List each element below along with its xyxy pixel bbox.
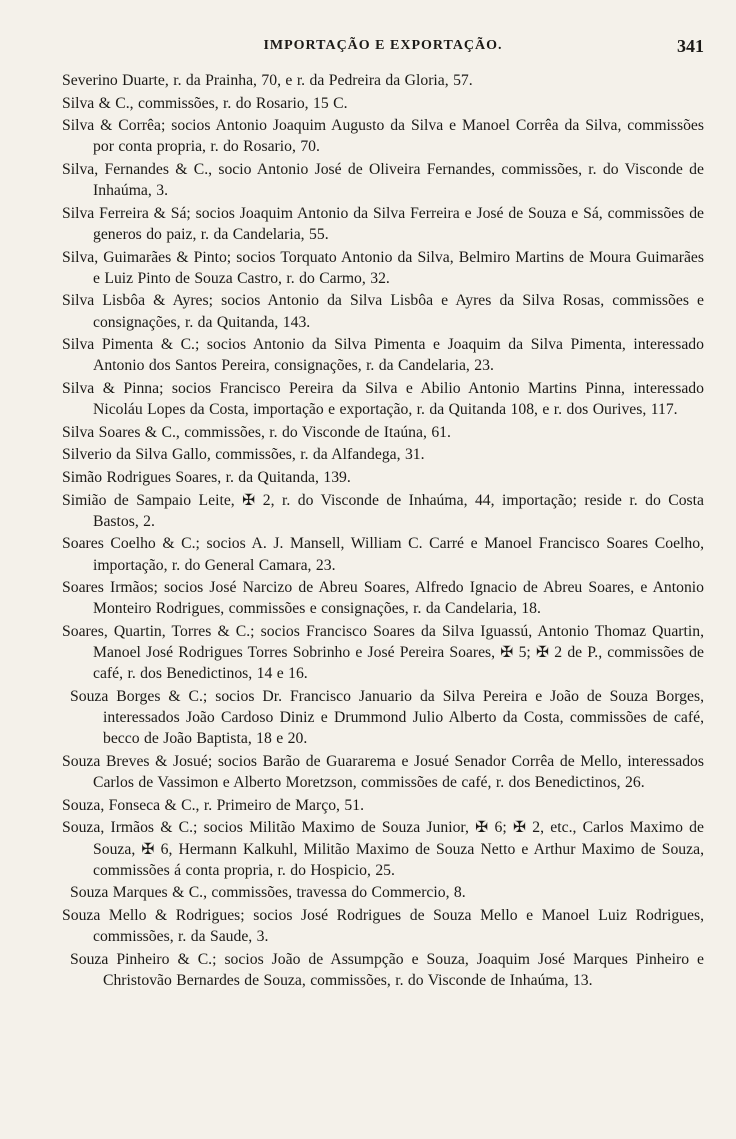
directory-entry: Silva Pimenta & C.; socios Antonio da Silva Pimenta e Joaquim da Silva Pimenta, interessado Antonio dos Santos Pereira, consignações, r. da Candelaria, 23. <box>62 336 704 375</box>
directory-entry: Simião de Sampaio Leite, ✠ 2, r. do Visconde de Inhaúma, 44, importação; reside r. do Costa Bastos, 2. <box>62 491 704 530</box>
directory-entry: Soares Coelho & C.; socios A. J. Mansell, William C. Carré e Manoel Francisco Soares Coelho, importação, r. do General Camara, 23. <box>62 535 704 574</box>
directory-entry: Silva Lisbôa & Ayres; socios Antonio da Silva Lisbôa e Ayres da Silva Rosas, commissões e consignações, r. da Quitanda, 143. <box>62 292 704 331</box>
directory-entry: Souza, Fonseca & C., r. Primeiro de Março, 51. <box>62 796 365 814</box>
directory-entry: Silva Ferreira & Sá; socios Joaquim Antonio da Silva Ferreira e José de Souza e Sá, commissões de generos do paiz, r. da Candelaria, 55. <box>62 204 704 243</box>
directory-entry: Silva & Corrêa; socios Antonio Joaquim Augusto da Silva e Manoel Corrêa da Silva, commissões por conta propria, r. do Rosario, 70. <box>62 117 704 156</box>
directory-entry: Silva, Guimarães & Pinto; socios Torquato Antonio da Silva, Belmiro Martins de Moura Guimarães e Luiz Pinto de Souza Castro, r. do Carmo, 32. <box>62 248 704 287</box>
directory-entry: Silva, Fernandes & C., socio Antonio José de Oliveira Fernandes, commissões, r. do Visconde de Inhaúma, 3. <box>62 160 704 200</box>
directory-entry: Souza Breves & Josué; socios Barão de Guararema e Josué Senador Corrêa de Mello, interessados Carlos de Vassimon e Alberto Moretzson, commissões de café, r. dos Benedictinos, 26. <box>62 752 704 792</box>
directory-entry: Silva Soares & C., commissões, r. do Visconde de Itaúna, 61. <box>62 423 451 441</box>
directory-entry: Souza Pinheiro & C.; socios João de Assumpção e Souza, Joaquim José Marques Pinheiro e Christovão Bernardes de Souza, commissões, r. do Visconde de Inhaúma, 13. <box>70 950 704 989</box>
page-number: 341 <box>677 36 704 56</box>
directory-entry: Severino Duarte, r. da Prainha, 70, e r. da Pedreira da Gloria, 57. <box>62 72 473 89</box>
directory-entry: Souza, Irmãos & C.; socios Militão Maximo de Souza Junior, ✠ 6; ✠ 2, etc., Carlos Maximo de Souza, ✠ 6, Hermann Kalkuhl, Militão Maximo de Souza Netto e Arthur Maximo de Souza, commissões á conta propria, r. do Hospicio, 25. <box>62 819 704 879</box>
directory-entries <box>62 70 704 991</box>
directory-entry: Silverio da Silva Gallo, commissões, r. da Alfandega, 31. <box>62 446 425 464</box>
directory-entry: Silva & C., commissões, r. do Rosario, 15 C. <box>62 94 348 112</box>
directory-entry: Simão Rodrigues Soares, r. da Quitanda, 139. <box>62 468 351 486</box>
running-title: IMPORTAÇÃO E EXPORTAÇÃO. <box>263 38 503 53</box>
directory-entry: Soares Irmãos; socios José Narcizo de Abreu Soares, Alfredo Ignacio de Abreu Soares, e Antonio Monteiro Rodrigues, commissões e consignações, r. da Candelaria, 18. <box>62 579 704 618</box>
directory-entry: Souza Marques & C., commissões, travessa do Commercio, 8. <box>70 884 466 902</box>
directory-entry: Silva & Pinna; socios Francisco Pereira da Silva e Abilio Antonio Martins Pinna, interessado Nicoláu Lopes da Costa, importação e exportação, r. da Quitanda 108, e r. dos Ourives, 117. <box>62 379 704 419</box>
directory-entry: Souza Borges & C.; socios Dr. Francisco Januario da Silva Pereira e João de Souza Borges, interessados João Cardoso Diniz e Drummond Julio Alberto da Costa, commissões de café, becco de João Baptista, 18 e 20. <box>70 687 704 748</box>
running-head <box>62 38 704 62</box>
directory-entry: Souza Mello & Rodrigues; socios José Rodrigues de Souza Mello e Manoel Luiz Rodrigues, commissões, r. da Saude, 3. <box>62 906 704 946</box>
directory-entry: Soares, Quartin, Torres & C.; socios Francisco Soares da Silva Iguassú, Antonio Thomaz Quartin, Manoel José Rodrigues Torres Sobrinho e José Pereira Soares, ✠ 5; ✠ 2 de P., commissões de café, r. dos Benedictinos, 14 e 16. <box>62 622 704 683</box>
